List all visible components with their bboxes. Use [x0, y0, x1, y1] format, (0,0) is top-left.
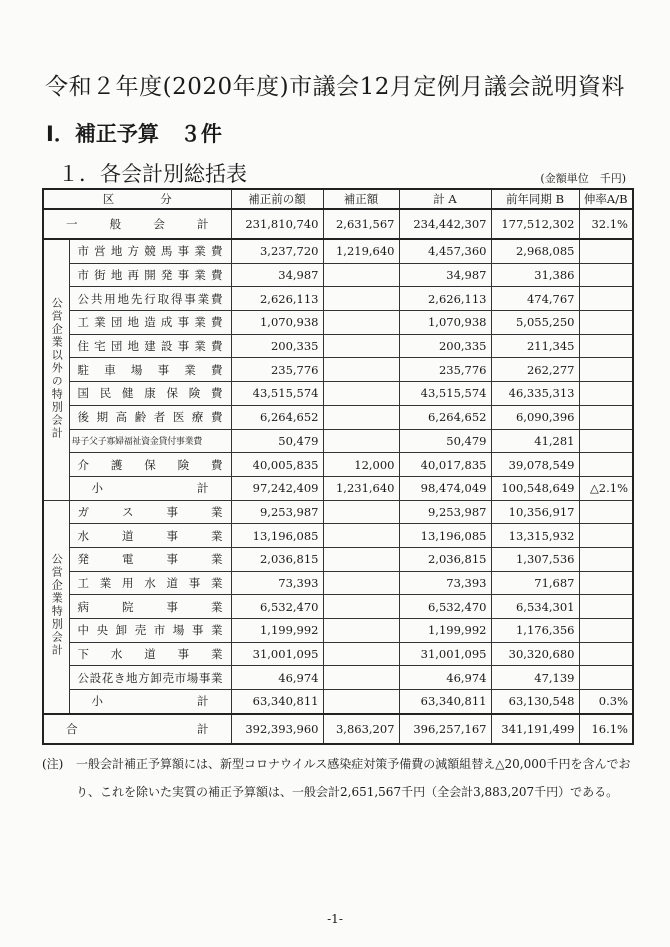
- non-enterprise-group-subtotal-row: [43, 476, 633, 500]
- table-row: [43, 311, 633, 335]
- table-row: [43, 453, 633, 477]
- cell-rate: [579, 311, 633, 335]
- account-name: 市営地方競馬事業費: [69, 239, 231, 263]
- table-row: [43, 547, 633, 571]
- subtotal-total: 63,340,811: [399, 690, 491, 714]
- cell-total: 34,987: [399, 263, 491, 287]
- grand-total-prev: 341,191,499: [491, 714, 579, 744]
- account-name: ガス事業: [69, 500, 231, 524]
- cell-before: 6,264,652: [231, 405, 323, 429]
- enterprise-group-label-text: 公営企業特別会計: [50, 553, 64, 658]
- cell-rate: [579, 571, 633, 595]
- cell-rate: [579, 287, 633, 311]
- subtotal-amount: [323, 690, 399, 714]
- cell-total: 40,017,835: [399, 453, 491, 477]
- cell-before: 31,001,095: [231, 642, 323, 666]
- cell-before: 235,776: [231, 358, 323, 382]
- cell-total: 200,335: [399, 334, 491, 358]
- grand-total-total: 396,257,167: [399, 714, 491, 744]
- cell-amount: [323, 382, 399, 406]
- cell-rate: [579, 239, 633, 263]
- cell-rate: [579, 595, 633, 619]
- cell-rate: [579, 334, 633, 358]
- general-account-name: 一 般 会 計: [43, 209, 231, 239]
- subtotal-prev: 100,548,649: [491, 476, 579, 500]
- cell-before: 3,237,720: [231, 239, 323, 263]
- cell-amount: [323, 358, 399, 382]
- account-name: 工業団地造成事業費: [69, 311, 231, 335]
- cell-total: 235,776: [399, 358, 491, 382]
- cell-prev: 474,767: [491, 287, 579, 311]
- account-name: 介護保険費: [69, 453, 231, 477]
- cell-total: 2,626,113: [399, 287, 491, 311]
- cell-prev: 31,386: [491, 263, 579, 287]
- cell-total: 46,974: [399, 666, 491, 690]
- cell-prev: 2,968,085: [491, 239, 579, 263]
- cell-before: 1,199,992: [231, 619, 323, 643]
- account-name: 公共用地先行取得事業費: [69, 287, 231, 311]
- cell-prev: 30,320,680: [491, 642, 579, 666]
- cell-amount: [323, 311, 399, 335]
- header-total: 計 A: [399, 189, 491, 209]
- cell-amount: [323, 547, 399, 571]
- table-row: [43, 358, 633, 382]
- table-row: [43, 382, 633, 406]
- non-enterprise-group-label: [43, 239, 69, 500]
- footnote-mark: (注): [42, 757, 64, 771]
- account-name: 工業用水道事業: [69, 571, 231, 595]
- account-name: 発電事業: [69, 547, 231, 571]
- enterprise-group-label: [43, 500, 69, 714]
- cell-rate: [579, 263, 633, 287]
- cell-before: 1,070,938: [231, 311, 323, 335]
- general-account-row: [43, 209, 633, 239]
- account-name: 水道事業: [69, 524, 231, 548]
- account-name: 公設花き地方卸売市場事業: [69, 666, 231, 690]
- section-heading: Ⅰ．補正予算 ３件: [46, 122, 222, 146]
- cell-rate: [579, 429, 633, 453]
- table-row: [43, 524, 633, 548]
- cell-before: 2,036,815: [231, 547, 323, 571]
- cell-amount: [323, 334, 399, 358]
- general-before: 231,810,740: [231, 209, 323, 239]
- subtotal-total: 98,474,049: [399, 476, 491, 500]
- cell-rate: [579, 382, 633, 406]
- cell-prev: 39,078,549: [491, 453, 579, 477]
- cell-amount: [323, 429, 399, 453]
- cell-amount: [323, 571, 399, 595]
- grand-total-rate: 16.1%: [579, 714, 633, 744]
- cell-total: 2,036,815: [399, 547, 491, 571]
- account-name: 駐車場事業費: [69, 358, 231, 382]
- account-name: 住宅団地建設事業費: [69, 334, 231, 358]
- table-row: [43, 642, 633, 666]
- cell-rate: [579, 666, 633, 690]
- cell-amount: [323, 619, 399, 643]
- cell-rate: [579, 405, 633, 429]
- header-before: 補正前の額: [231, 189, 323, 209]
- document-title: 令和２年度(2020年度)市議会12月定例月議会説明資料: [45, 74, 625, 100]
- cell-prev: 262,277: [491, 358, 579, 382]
- cell-total: 6,532,470: [399, 595, 491, 619]
- cell-total: 1,070,938: [399, 311, 491, 335]
- non-enterprise-group-label-text: 公営企業以外の特別会計: [50, 296, 64, 440]
- cell-total: 1,199,992: [399, 619, 491, 643]
- cell-amount: [323, 287, 399, 311]
- table-row: [43, 500, 633, 524]
- cell-amount: [323, 405, 399, 429]
- grand-total-row: [43, 714, 633, 744]
- cell-prev: 1,307,536: [491, 547, 579, 571]
- table-header-row: [43, 189, 633, 209]
- table-row: [43, 429, 633, 453]
- cell-total: 73,393: [399, 571, 491, 595]
- cell-prev: 10,356,917: [491, 500, 579, 524]
- cell-amount: 12,000: [323, 453, 399, 477]
- cell-amount: [323, 595, 399, 619]
- grand-total-before: 392,393,960: [231, 714, 323, 744]
- general-prev: 177,512,302: [491, 209, 579, 239]
- cell-rate: [579, 642, 633, 666]
- cell-before: 9,253,987: [231, 500, 323, 524]
- cell-rate: [579, 453, 633, 477]
- cell-prev: 211,345: [491, 334, 579, 358]
- cell-prev: 6,090,396: [491, 405, 579, 429]
- cell-before: 13,196,085: [231, 524, 323, 548]
- account-name: 下水道事業: [69, 642, 231, 666]
- subtotal-before: 63,340,811: [231, 690, 323, 714]
- cell-prev: 46,335,313: [491, 382, 579, 406]
- cell-total: 31,001,095: [399, 642, 491, 666]
- cell-before: 200,335: [231, 334, 323, 358]
- account-name: 病院事業: [69, 595, 231, 619]
- enterprise-group-subtotal-row: [43, 690, 633, 714]
- general-rate: 32.1%: [579, 209, 633, 239]
- cell-before: 40,005,835: [231, 453, 323, 477]
- table-row: [43, 334, 633, 358]
- cell-total: 13,196,085: [399, 524, 491, 548]
- subtotal-amount: 1,231,640: [323, 476, 399, 500]
- table-row: [43, 263, 633, 287]
- cell-rate: [579, 619, 633, 643]
- cell-total: 43,515,574: [399, 382, 491, 406]
- cell-amount: [323, 642, 399, 666]
- header-amount: 補正額: [323, 189, 399, 209]
- account-name: 母子父子寡婦福祉資金貸付事業費: [69, 429, 231, 453]
- cell-rate: [579, 524, 633, 548]
- footnote: [42, 750, 632, 806]
- budget-summary-table: [42, 188, 634, 745]
- subtotal-before: 97,242,409: [231, 476, 323, 500]
- table-row: [43, 619, 633, 643]
- header-prev: 前年同期 B: [491, 189, 579, 209]
- cell-total: 4,457,360: [399, 239, 491, 263]
- cell-rate: [579, 500, 633, 524]
- cell-before: 2,626,113: [231, 287, 323, 311]
- subtotal-label: 小 計: [69, 476, 231, 500]
- cell-total: 9,253,987: [399, 500, 491, 524]
- account-name: 国民健康保険費: [69, 382, 231, 406]
- cell-total: 6,264,652: [399, 405, 491, 429]
- table-row: [43, 239, 633, 263]
- footnote-text: 一般会計補正予算額には、新型コロナウイルス感染症対策予備費の減額組替え△20,000千円を含んでおり、これを除いた実質の補正予算額は、一般会計2,651,567千円（全会計3,883,207千円）である。: [76, 757, 631, 799]
- subtotal-rate: 0.3%: [579, 690, 633, 714]
- cell-amount: [323, 263, 399, 287]
- cell-prev: 6,534,301: [491, 595, 579, 619]
- cell-rate: [579, 547, 633, 571]
- header-category: 区 分: [43, 189, 231, 209]
- cell-before: 6,532,470: [231, 595, 323, 619]
- unit-label: (金額単位 千円): [540, 172, 626, 185]
- grand-total-amount: 3,863,207: [323, 714, 399, 744]
- account-name: 中央卸売市場事業: [69, 619, 231, 643]
- cell-before: 50,479: [231, 429, 323, 453]
- cell-before: 46,974: [231, 666, 323, 690]
- cell-prev: 13,315,932: [491, 524, 579, 548]
- cell-before: 43,515,574: [231, 382, 323, 406]
- cell-prev: 47,139: [491, 666, 579, 690]
- cell-before: 34,987: [231, 263, 323, 287]
- page-number: -1-: [327, 912, 343, 926]
- table-row: [43, 405, 633, 429]
- cell-total: 50,479: [399, 429, 491, 453]
- table-row: [43, 287, 633, 311]
- table-row: [43, 666, 633, 690]
- cell-prev: 5,055,250: [491, 311, 579, 335]
- subtotal-prev: 63,130,548: [491, 690, 579, 714]
- cell-amount: [323, 666, 399, 690]
- grand-total-label: 合 計: [43, 714, 231, 744]
- subtotal-rate: △2.1%: [579, 476, 633, 500]
- header-rate: 伸率A/B: [579, 189, 633, 209]
- cell-prev: 71,687: [491, 571, 579, 595]
- general-total: 234,442,307: [399, 209, 491, 239]
- cell-amount: [323, 524, 399, 548]
- subtotal-label: 小 計: [69, 690, 231, 714]
- cell-before: 73,393: [231, 571, 323, 595]
- subsection-heading: １．各会計別総括表: [58, 162, 247, 186]
- cell-rate: [579, 358, 633, 382]
- cell-prev: 41,281: [491, 429, 579, 453]
- account-name: 市街地再開発事業費: [69, 263, 231, 287]
- cell-amount: [323, 500, 399, 524]
- cell-prev: 1,176,356: [491, 619, 579, 643]
- table-row: [43, 595, 633, 619]
- cell-amount: 1,219,640: [323, 239, 399, 263]
- account-name: 後期高齢者医療費: [69, 405, 231, 429]
- general-amount: 2,631,567: [323, 209, 399, 239]
- table-row: [43, 571, 633, 595]
